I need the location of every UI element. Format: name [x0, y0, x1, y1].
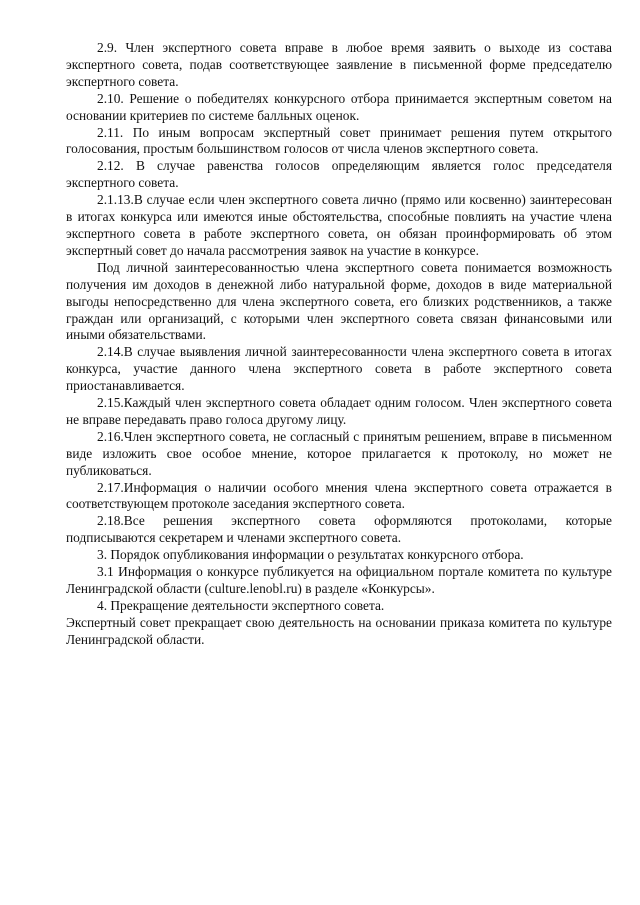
section-heading-4: 4. Прекращение деятельности экспертного совета. — [97, 597, 385, 613]
document-body — [66, 40, 612, 649]
paragraph-2-17: 2.17.Информация о наличии особого мнения члена экспертного совета отражается в соответствующем протоколе заседания экспертного совета. — [66, 479, 612, 512]
paragraph-2-1-13: 2.1.13.В случае если член экспертного совета лично (прямо или косвенно) заинтересован в итогах конкурса или имеются иные обстоятельства, способные повлиять на участие члена экспертного совета в работе экспертного совета, он обязан проинформировать об этом экспертный совет до начала рассмотрения заявок на участие в конкурсе. — [66, 192, 612, 258]
paragraph-2-14: 2.14.В случае выявления личной заинтересованности члена экспертного совета в итогах конкурса, участие данного члена экспертного совета в работе экспертного совета приостанавливается. — [66, 344, 612, 394]
paragraph-2-11: 2.11. По иным вопросам экспертный совет принимает решения путем открытого голосования, простым большинством голосов от числа членов экспертного совета. — [66, 124, 612, 157]
paragraph-2-15: 2.15.Каждый член экспертного совета обладает одним голосом. Член экспертного совета не вправе передавать право голоса другому лицу. — [66, 395, 612, 427]
paragraph-2-10: 2.10. Решение о победителях конкурсного отбора принимается экспертным советом на основании критериев по системе балльных оценок. — [66, 90, 612, 123]
section-heading-3: 3. Порядок опубликования информации о результатах конкурсного отбора. — [97, 547, 524, 563]
paragraph-2-16: 2.16.Член экспертного совета, не согласный с принятым решением, вправе в письменном виде изложить свое особое мнение, которое прилагается к протоколу, но может не публиковаться. — [66, 428, 612, 478]
paragraph-2-18: 2.18.Все решения экспертного совета оформляются протоколами, которые подписываются секретарем и членами экспертного совета. — [66, 513, 612, 546]
paragraph-termination: Экспертный совет прекращает свою деятельность на основании приказа комитета по культуре Ленинградской области. — [66, 614, 612, 647]
paragraph-3-1: 3.1 Информация о конкурсе публикуется на официальном портале комитета по культуре Ленинградской области (culture.lenobl.ru) в разделе «Конкурсы». — [66, 564, 612, 596]
paragraph-personal-interest: Под личной заинтересованностью члена экспертного совета понимается возможность получения им доходов в денежной либо натуральной форме, доходов в виде материальной выгоды непосредственно для члена экспертного совета, его близких родственников, а также граждан или организаций, с которыми член экспертного совета связан финансовыми или иными обязательствами. — [66, 259, 612, 343]
paragraph-2-12: 2.12. В случае равенства голосов определяющим является голос председателя экспертного совета. — [66, 158, 612, 191]
paragraph-2-9: 2.9. Член экспертного совета вправе в любое время заявить о выходе из состава экспертного совета, подав соответствующее заявление в письменной форме председателю экспертного совета. — [66, 40, 612, 89]
